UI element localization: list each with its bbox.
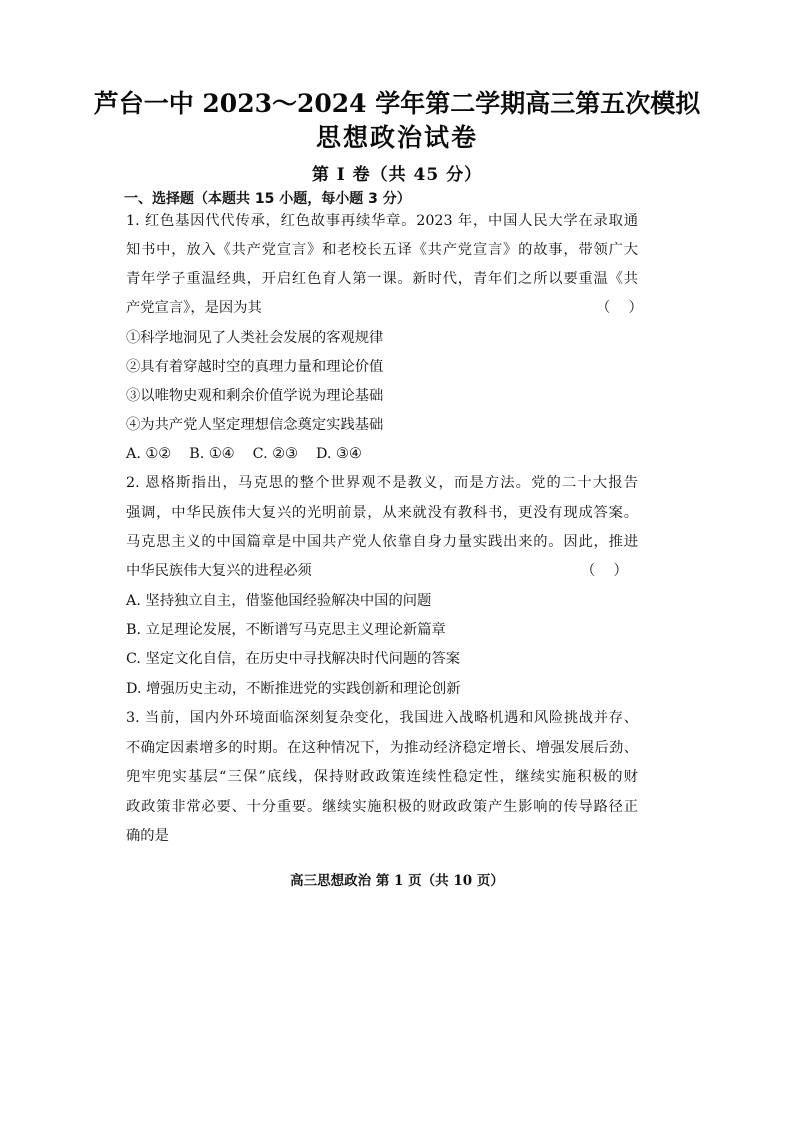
q1-stem-line-1: 1. 红色基因代代传承，红色故事再续华章。2023 年，中国人民大学在录取通 xyxy=(126,213,638,229)
q3-stem-line-4: 政政策非常必要、十分重要。继续实施积极的财政政策产生影响的传导路径正 xyxy=(126,799,638,815)
q1-stem-line-3: 青年学子重温经典，开启红色育人第一课。新时代，青年们之所以要重温《共 xyxy=(126,271,638,287)
q2-option-a: A. 坚持独立自主，借鉴他国经验解决中国的问题 xyxy=(126,593,432,609)
q3-stem-line-5: 确的是 xyxy=(126,828,169,844)
q2-stem-line-1: 2. 恩格斯指出，马克思的整个世界观不是教义，而是方法。党的二十大报告 xyxy=(126,475,638,491)
q1-answer-blank: （ ） xyxy=(596,300,643,316)
q1-stem-line-4: 产党宣言》，是因为其 xyxy=(126,300,262,316)
q2-answer-blank: （ ） xyxy=(581,563,628,579)
exam-subject: 思想政治试卷 xyxy=(315,123,478,152)
q1-statement-3: ③以唯物史观和剩余价值学说为理论基础 xyxy=(126,388,384,404)
page-footer: 高三思想政治 第 1 页（共 10 页） xyxy=(290,873,504,889)
q2-option-c: C. 坚定文化自信，在历史中寻找解决时代问题的答案 xyxy=(126,651,461,667)
q1-statement-2: ②具有着穿越时空的真理力量和理论价值 xyxy=(126,359,384,375)
q2-stem-line-3: 马克思主义的中国篇章是中国共产党人依靠自身力量实践出来的。因此，推进 xyxy=(126,534,638,550)
q2-stem-line-4: 中华民族伟大复兴的进程必须 xyxy=(126,563,312,579)
q1-stem-line-2: 知书中，放入《共产党宣言》和老校长五译《共产党宣言》的故事，带领广大 xyxy=(126,242,638,258)
q2-option-d: D. 增强历史主动，不断推进党的实践创新和理论创新 xyxy=(126,681,461,697)
q3-stem-line-2: 不确定因素增多的时期。在这种情况下，为推动经济稳定增长、增强发展后劲、 xyxy=(126,740,638,756)
q2-option-b: B. 立足理论发展，不断谱写马克思主义理论新篇章 xyxy=(126,622,446,638)
q1-statement-4: ④为共产党人坚定理想信念奠定实践基础 xyxy=(126,417,384,433)
q2-stem-line-2: 强调，中华民族伟大复兴的光明前景，从来就没有教科书，更没有现成答案。 xyxy=(126,505,638,521)
q3-stem-line-3: 兜牢兜实基层“三保”底线，保持财政政策连续性稳定性，继续实施积极的财 xyxy=(126,769,638,785)
section-heading: 一、选择题（本题共 15 小题，每小题 3 分） xyxy=(124,191,411,207)
q3-stem-line-1: 3. 当前，国内外环境面临深刻复杂变化，我国进入战略机遇和风险挑战并存、 xyxy=(126,710,638,726)
exam-title: 芦台一中 2023～2024 学年第二学期高三第五次模拟 xyxy=(93,89,701,118)
q1-choices: A. ①② B. ①④ C. ②③ D. ③④ xyxy=(126,446,362,462)
volume-heading: 第 I 卷（共 45 分） xyxy=(311,165,483,185)
q1-statement-1: ①科学地洞见了人类社会发展的客观规律 xyxy=(126,330,384,346)
